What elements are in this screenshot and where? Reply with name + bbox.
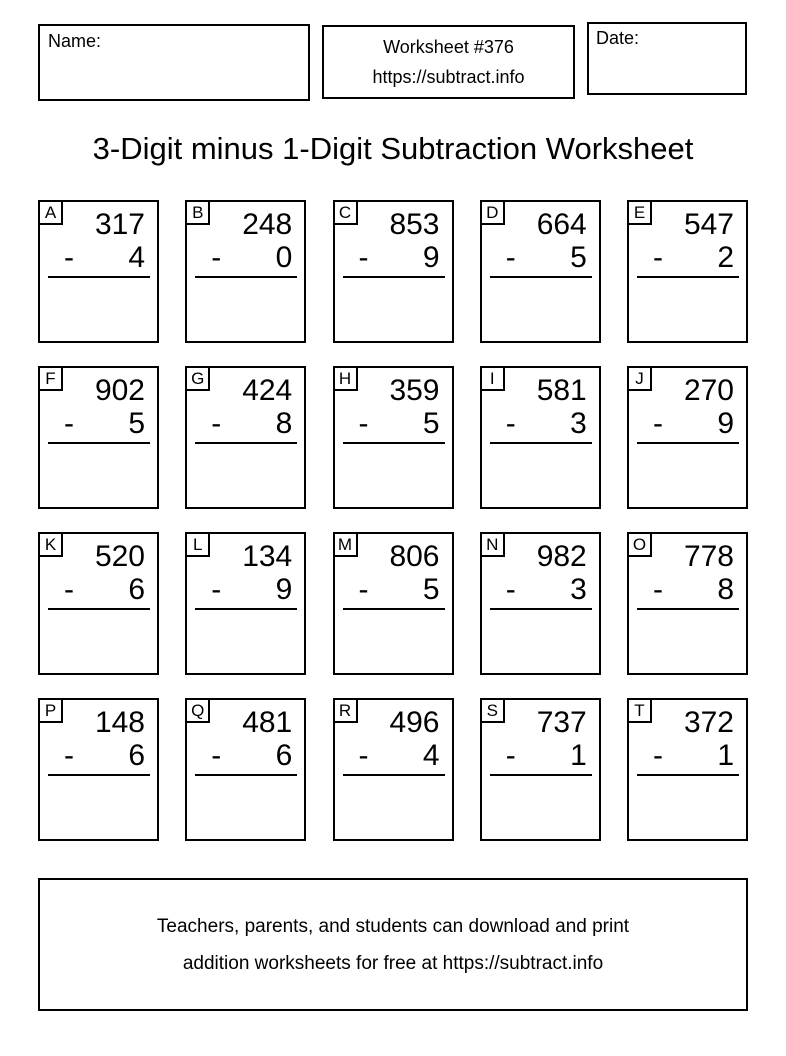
problem-letter: G bbox=[191, 368, 205, 388]
minus-sign: - bbox=[64, 573, 74, 606]
minus-sign: - bbox=[64, 241, 74, 274]
subtrahend: 9 bbox=[422, 241, 440, 274]
subtrahend: 9 bbox=[717, 407, 734, 440]
minus-sign: - bbox=[211, 241, 222, 274]
footer-line-1: Teachers, parents, and students can download and print bbox=[156, 915, 630, 937]
problem-letter: L bbox=[193, 534, 203, 554]
subtrahend: 4 bbox=[128, 241, 145, 274]
problem-letter-badge bbox=[480, 698, 505, 723]
subtrahend: 3 bbox=[570, 573, 587, 606]
minus-sign: - bbox=[64, 739, 74, 772]
problem-box bbox=[333, 698, 454, 841]
minuend: 778 bbox=[683, 540, 734, 573]
answer-area bbox=[187, 444, 304, 507]
problem-letter: R bbox=[338, 700, 352, 720]
problem-box bbox=[480, 532, 601, 675]
problem-box bbox=[480, 366, 601, 509]
problem-box bbox=[38, 532, 159, 675]
problem-box bbox=[185, 366, 306, 509]
minus-sign: - bbox=[64, 407, 74, 440]
footer-box bbox=[38, 878, 748, 1011]
minuend: 806 bbox=[389, 540, 440, 573]
subtrahend: 3 bbox=[570, 407, 587, 440]
minuend: 248 bbox=[242, 208, 293, 241]
minuend: 359 bbox=[389, 374, 440, 407]
subtrahend: 6 bbox=[128, 739, 145, 772]
minus-sign: - bbox=[505, 241, 516, 274]
problem-letter: K bbox=[44, 534, 57, 554]
subtrahend: 2 bbox=[717, 241, 734, 274]
answer-area bbox=[335, 776, 452, 839]
answer-area bbox=[629, 776, 746, 839]
problem-letter-badge bbox=[627, 200, 652, 225]
problem-box bbox=[185, 698, 306, 841]
minus-sign: - bbox=[358, 739, 369, 772]
problem-letter-badge bbox=[333, 366, 358, 391]
answer-area bbox=[335, 278, 452, 341]
minuend: 317 bbox=[94, 208, 145, 241]
problems-grid bbox=[38, 200, 748, 841]
problem-letter-badge bbox=[38, 200, 63, 225]
problem-letter-badge bbox=[185, 366, 210, 391]
answer-area bbox=[629, 444, 746, 507]
problem-letter: E bbox=[633, 202, 646, 222]
problem-box bbox=[333, 532, 454, 675]
subtrahend: 8 bbox=[717, 573, 734, 606]
minus-sign: - bbox=[211, 739, 222, 772]
problem-letter-badge bbox=[38, 698, 63, 723]
subtrahend: 6 bbox=[275, 739, 293, 772]
problem-box bbox=[333, 200, 454, 343]
answer-area bbox=[40, 610, 157, 673]
problem-box bbox=[627, 698, 748, 841]
problem-box bbox=[627, 366, 748, 509]
minuend: 853 bbox=[389, 208, 440, 241]
minuend: 520 bbox=[94, 540, 145, 573]
name-box bbox=[38, 24, 310, 101]
answer-area bbox=[40, 444, 157, 507]
minus-sign: - bbox=[505, 573, 516, 606]
worksheet-url: https://subtract.info bbox=[372, 67, 525, 87]
minus-sign: - bbox=[653, 241, 663, 274]
problem-letter: A bbox=[44, 202, 57, 222]
answer-area bbox=[482, 610, 599, 673]
answer-area bbox=[335, 610, 452, 673]
minuend: 481 bbox=[242, 706, 293, 739]
minus-sign: - bbox=[653, 573, 663, 606]
problem-letter: I bbox=[489, 368, 495, 388]
minuend: 581 bbox=[536, 374, 587, 407]
answer-area bbox=[629, 610, 746, 673]
problem-letter: O bbox=[632, 534, 647, 554]
problem-letter-badge bbox=[627, 366, 652, 391]
problem-box bbox=[185, 200, 306, 343]
problem-letter: P bbox=[44, 700, 57, 720]
minus-sign: - bbox=[211, 573, 222, 606]
minuend: 496 bbox=[389, 706, 440, 739]
minus-sign: - bbox=[505, 407, 516, 440]
problem-box bbox=[627, 200, 748, 343]
minuend: 737 bbox=[536, 706, 587, 739]
subtrahend: 1 bbox=[570, 739, 587, 772]
problem-box bbox=[38, 366, 159, 509]
minuend: 902 bbox=[94, 374, 145, 407]
answer-area bbox=[187, 278, 304, 341]
answer-area bbox=[482, 776, 599, 839]
problem-letter: Q bbox=[191, 700, 205, 720]
problem-letter-badge bbox=[185, 200, 210, 225]
minuend: 547 bbox=[683, 208, 734, 241]
problem-letter-badge bbox=[333, 532, 358, 557]
subtrahend: 4 bbox=[422, 739, 440, 772]
date-box bbox=[587, 22, 747, 95]
problem-letter-badge bbox=[185, 532, 210, 557]
answer-area bbox=[187, 610, 304, 673]
problem-letter-badge bbox=[480, 200, 505, 225]
problem-letter-badge bbox=[480, 366, 505, 391]
problem-letter: C bbox=[338, 202, 352, 222]
problem-letter-badge bbox=[333, 200, 358, 225]
problem-letter-badge bbox=[38, 366, 63, 391]
subtrahend: 8 bbox=[275, 407, 293, 440]
subtrahend: 6 bbox=[128, 573, 145, 606]
minuend: 982 bbox=[536, 540, 587, 573]
answer-area bbox=[335, 444, 452, 507]
problem-letter: D bbox=[486, 202, 499, 222]
answer-area bbox=[40, 278, 157, 341]
problem-box bbox=[185, 532, 306, 675]
minuend: 424 bbox=[242, 374, 293, 407]
problem-box bbox=[627, 532, 748, 675]
minuend: 270 bbox=[683, 374, 734, 407]
date-label: Date: bbox=[596, 28, 640, 48]
minuend: 148 bbox=[94, 706, 145, 739]
problem-letter-badge bbox=[627, 698, 652, 723]
problem-letter-badge bbox=[38, 532, 63, 557]
answer-area bbox=[40, 776, 157, 839]
problem-letter: J bbox=[635, 368, 644, 388]
name-label: Name: bbox=[48, 31, 102, 51]
subtrahend: 9 bbox=[275, 573, 293, 606]
answer-area bbox=[482, 278, 599, 341]
problem-letter-badge bbox=[480, 532, 505, 557]
problem-box bbox=[38, 698, 159, 841]
problem-box bbox=[480, 200, 601, 343]
problem-letter: F bbox=[45, 368, 56, 388]
subtrahend: 0 bbox=[275, 241, 293, 274]
problem-letter: M bbox=[337, 534, 353, 554]
problem-letter: T bbox=[634, 700, 645, 720]
worksheet-number: Worksheet #376 bbox=[383, 37, 514, 57]
problem-letter-badge bbox=[627, 532, 652, 557]
worksheet-info-box bbox=[322, 25, 575, 99]
minus-sign: - bbox=[653, 407, 663, 440]
subtrahend: 1 bbox=[717, 739, 734, 772]
answer-area bbox=[482, 444, 599, 507]
problem-box bbox=[38, 200, 159, 343]
minus-sign: - bbox=[358, 241, 369, 274]
problem-letter: N bbox=[486, 534, 499, 554]
subtrahend: 5 bbox=[570, 241, 587, 274]
minus-sign: - bbox=[505, 739, 516, 772]
subtrahend: 5 bbox=[422, 573, 440, 606]
footer-line-2: addition worksheets for free at https://subtract.info bbox=[182, 952, 604, 974]
problem-letter-badge bbox=[333, 698, 358, 723]
answer-area bbox=[629, 278, 746, 341]
problem-letter-badge bbox=[185, 698, 210, 723]
minuend: 664 bbox=[536, 208, 587, 241]
problem-box bbox=[333, 366, 454, 509]
problem-letter: B bbox=[192, 202, 204, 222]
minuend: 372 bbox=[683, 706, 734, 739]
minus-sign: - bbox=[653, 739, 663, 772]
minus-sign: - bbox=[358, 407, 369, 440]
subtrahend: 5 bbox=[128, 407, 145, 440]
subtrahend: 5 bbox=[422, 407, 440, 440]
problem-box bbox=[480, 698, 601, 841]
minus-sign: - bbox=[211, 407, 222, 440]
minuend: 134 bbox=[242, 540, 293, 573]
problem-letter: H bbox=[338, 368, 352, 388]
minus-sign: - bbox=[358, 573, 369, 606]
answer-area bbox=[187, 776, 304, 839]
page-title: 3-Digit minus 1-Digit Subtraction Worksheet bbox=[92, 131, 694, 166]
problem-letter: S bbox=[486, 700, 498, 720]
